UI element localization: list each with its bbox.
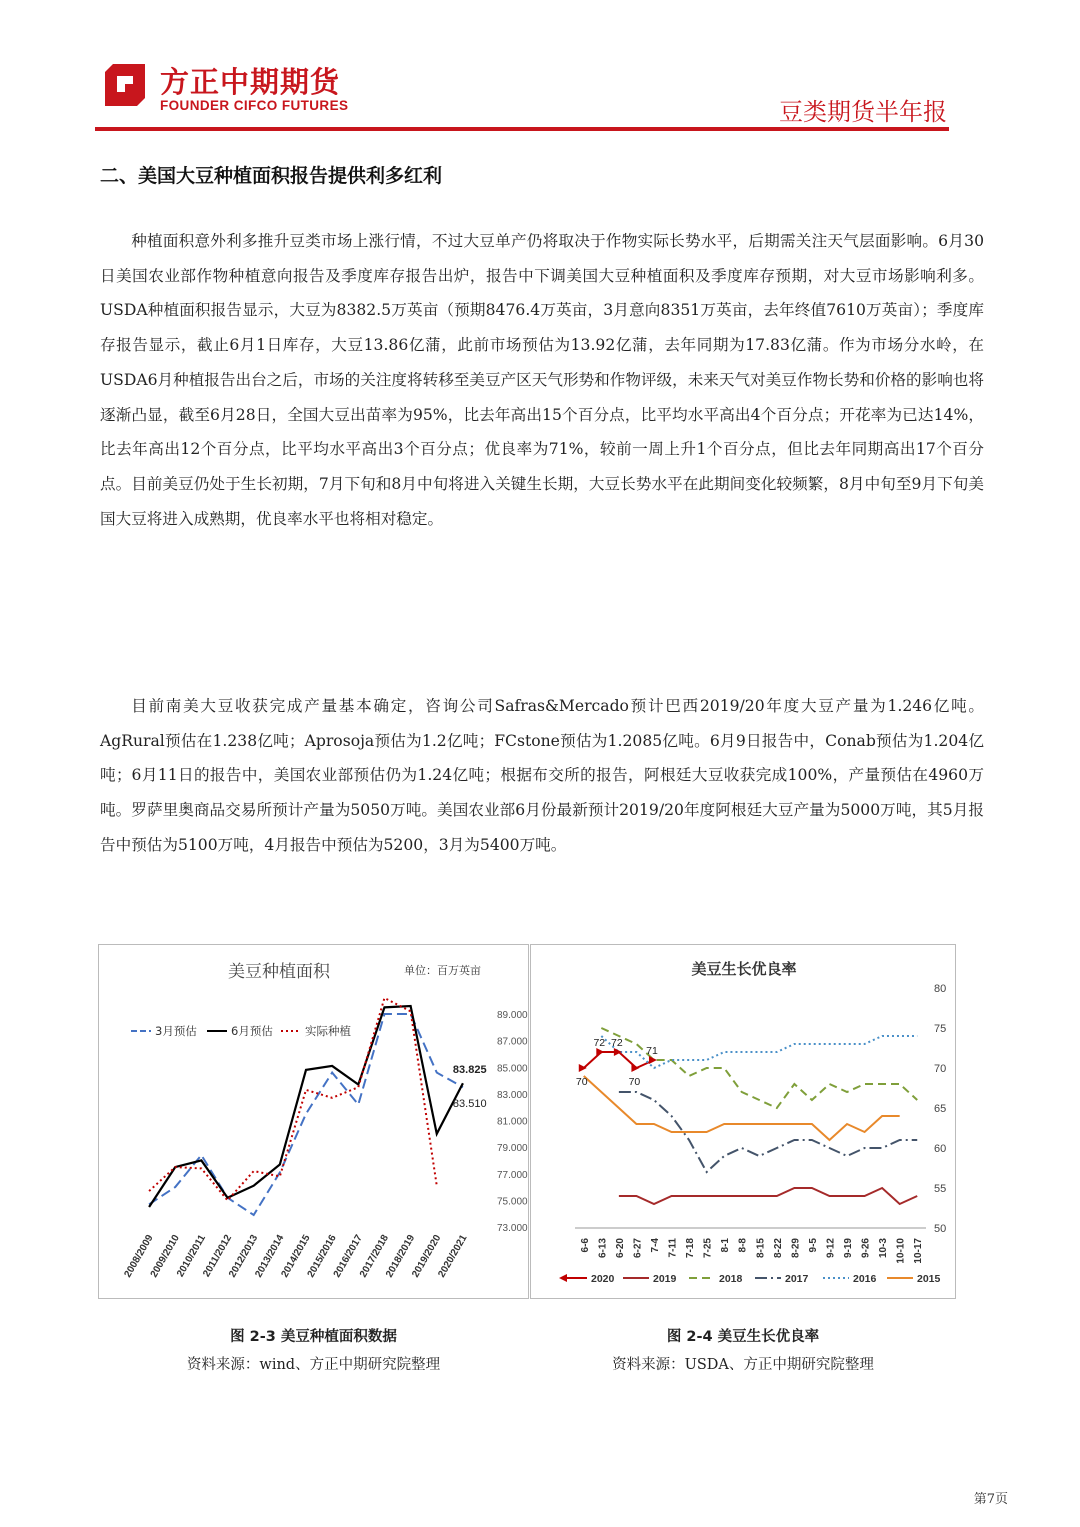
y-tick-label: 50 <box>934 1223 947 1235</box>
data-label: 71 <box>646 1045 658 1057</box>
x-tick-label: 2008/2009 <box>122 1233 156 1280</box>
company-logo-icon <box>103 62 147 106</box>
x-tick-label: 2011/2012 <box>201 1233 235 1279</box>
x-tick-label: 2014/2015 <box>279 1233 313 1280</box>
y-tick-label: 80 <box>934 983 947 995</box>
x-tick-label: 10-10 <box>895 1238 907 1264</box>
paragraph-text: 种植面积意外利多推升豆类市场上涨行情，不过大豆单产仍将取决于作物实际长势水平，后期需关注天气层面影响。6月30日美国农业部作物种植意向报告及季度库存报告出炉，报告中下调美国大豆种植面积及季度库存预期，对大豆市场影响利多。 USDA种植面积报告显示，大豆为8382.5万英亩（预期8476.4万英亩，3月意向8351万英亩，去年终值7610万英亩）；季度库存报告显示，截止6月1日库存，大豆13.86亿蒲，此前市场预估为13.92亿蒲，去年同期为17.83亿蒲。作为市场分水岭，在USDA6月种植报告出台之后，市场的关注度将转移至美豆产区天气形势和作物评级，未来天气对美豆作物长势和价格的影响也将逐渐凸显，截至6月28日，全国大豆出苗率为95%，比去年高出15个百分点，比平均水平高出4个百分点；开花率为已达14%，比去年高出12个百分点，比平均水平高出3个百分点；优良率为71%，较前一周上升1个百分点，但比去年同期高出17个百分点。目前美豆仍处于生长初期，7月下旬和8月中旬将进入关键生长期，大豆长势水平在此期间变化较频繁，8月中旬至9月下旬美国大豆将进入成熟期，优良率水平也将相对稳定。 <box>100 232 984 528</box>
y-tick-label: 83.000 <box>497 1089 528 1101</box>
data-label: 72 <box>611 1037 623 1049</box>
series-marker-2020 <box>649 1056 657 1064</box>
x-tick-label: 8-15 <box>755 1238 767 1259</box>
y-tick-label: 89.000 <box>497 1010 528 1021</box>
y-tick-label: 77.000 <box>497 1169 528 1181</box>
report-title: 豆类期货半年报 <box>779 98 947 126</box>
x-tick-label: 10-3 <box>878 1238 890 1259</box>
x-tick-label: 8-22 <box>772 1238 784 1259</box>
crop-rating-chart <box>531 945 957 1300</box>
legend-label: 2019 <box>653 1273 677 1285</box>
data-label: 70 <box>575 1076 588 1088</box>
series-marker-2020 <box>596 1048 604 1056</box>
legend-label: 6月预估 <box>231 1024 273 1038</box>
x-tick-label: 6-6 <box>579 1238 591 1253</box>
x-tick-label: 9-12 <box>825 1238 837 1259</box>
crop-rating-chart-frame <box>530 944 956 1299</box>
x-tick-label: 7-18 <box>685 1238 697 1259</box>
x-tick-label: 2013/2014 <box>253 1233 287 1280</box>
y-tick-label: 70 <box>934 1063 947 1075</box>
data-label: 72 <box>593 1037 606 1049</box>
x-tick-label: 6-27 <box>632 1238 644 1259</box>
series-line-2020 <box>584 1052 654 1068</box>
legend-label: 实际种植 <box>305 1024 351 1038</box>
planting-area-chart <box>99 945 530 1300</box>
x-tick-label: 8-8 <box>737 1238 749 1253</box>
legend-label: 3月预估 <box>155 1024 197 1038</box>
legend-label: 2020 <box>591 1273 615 1285</box>
unit-label: 单位：百万英亩 <box>404 964 481 977</box>
legend-arrow-icon <box>559 1274 567 1282</box>
data-label: 83.510 <box>452 1098 487 1111</box>
series-line-2018 <box>601 1028 917 1108</box>
y-tick-label: 73.000 <box>497 1223 528 1234</box>
x-tick-label: 9-26 <box>860 1238 872 1259</box>
planting-area-chart-frame <box>98 944 529 1299</box>
x-tick-label: 7-4 <box>649 1238 661 1253</box>
x-tick-label: 10-17 <box>913 1238 925 1264</box>
x-tick-label: 2020/2021 <box>436 1233 470 1280</box>
chart-title: 美豆生长优良率 <box>691 960 797 978</box>
body-paragraph-1 <box>100 224 984 536</box>
section-heading: 二、美国大豆种植面积报告提供利多红利 <box>100 165 443 187</box>
x-tick-label: 2015/2016 <box>305 1233 339 1280</box>
x-tick-label: 7-11 <box>667 1238 679 1258</box>
figure-source-1: 资料来源：wind、方正中期研究院整理 <box>186 1357 441 1373</box>
legend-label: 2015 <box>917 1273 941 1285</box>
x-tick-label: 2009/2010 <box>148 1233 182 1280</box>
body-paragraph-2 <box>100 689 984 863</box>
x-tick-label: 2010/2011 <box>175 1233 208 1279</box>
x-tick-label: 9-19 <box>843 1238 855 1259</box>
company-name-cn: 方正中期期货 <box>160 65 341 99</box>
y-tick-label: 75 <box>934 1023 947 1035</box>
x-tick-label: 2012/2013 <box>227 1233 261 1280</box>
y-tick-label: 79.000 <box>497 1143 528 1155</box>
x-tick-label: 2017/2018 <box>357 1233 392 1280</box>
page-number: 第7页 <box>973 1492 1008 1507</box>
x-tick-label: 7-25 <box>702 1238 714 1259</box>
series-line-2019 <box>619 1188 917 1204</box>
paragraph-text: 目前南美大豆收获完成产量基本确定，咨询公司Safras&Mercado预计巴西2019/20年度大豆产量为1.246亿吨。AgRural预估在1.238亿吨；Aprosoja预估为1.2亿吨；FCstone预估为1.2085亿吨。6月9日报告中，Conab预估为1.204亿吨；6月11日的报告中，美国农业部预估仍为1.24亿吨；根据布交所的报告，阿根廷大豆收获完成100%，产量预估在4960万吨。罗萨里奥商品交易所预计产量为5050万吨。美国农业部6月份最新预计2019/20年度阿根廷大豆产量为5000万吨，其5月报告中预估为5100万吨，4月报告中预估为5200，3月为5400万吨。 <box>100 697 984 854</box>
x-tick-label: 9-5 <box>807 1238 819 1253</box>
x-tick-label: 2016/2017 <box>331 1233 365 1280</box>
chart-title: 美豆种植面积 <box>228 962 330 982</box>
y-tick-label: 85.000 <box>497 1063 528 1075</box>
x-tick-label: 6-13 <box>597 1238 609 1259</box>
figure-caption-1: 图 2-3 美豆种植面积数据 <box>230 1329 397 1345</box>
y-tick-label: 60 <box>934 1143 947 1155</box>
header-divider <box>95 127 949 131</box>
y-tick-label: 65 <box>934 1103 947 1115</box>
x-tick-label: 6-20 <box>614 1238 626 1259</box>
y-tick-label: 55 <box>934 1183 947 1195</box>
legend-label: 2018 <box>719 1273 743 1285</box>
x-tick-label: 2019/2020 <box>410 1233 444 1280</box>
x-tick-label: 2018/2019 <box>384 1233 418 1280</box>
x-tick-label: 8-1 <box>720 1238 732 1253</box>
y-tick-label: 81.000 <box>497 1116 528 1128</box>
legend-label: 2016 <box>853 1273 877 1285</box>
data-label: 70 <box>628 1076 641 1088</box>
figure-caption-2: 图 2-4 美豆生长优良率 <box>666 1329 820 1345</box>
company-name-en: FOUNDER CIFCO FUTURES <box>160 98 349 113</box>
figure-source-2: 资料来源：USDA、方正中期研究院整理 <box>612 1357 874 1373</box>
x-tick-label: 8-29 <box>790 1238 802 1259</box>
legend-label: 2017 <box>785 1273 809 1285</box>
series-marker-2020 <box>631 1064 639 1072</box>
data-label: 83.825 <box>452 1064 487 1077</box>
y-tick-label: 87.000 <box>497 1036 528 1048</box>
y-tick-label: 75.000 <box>497 1196 528 1208</box>
